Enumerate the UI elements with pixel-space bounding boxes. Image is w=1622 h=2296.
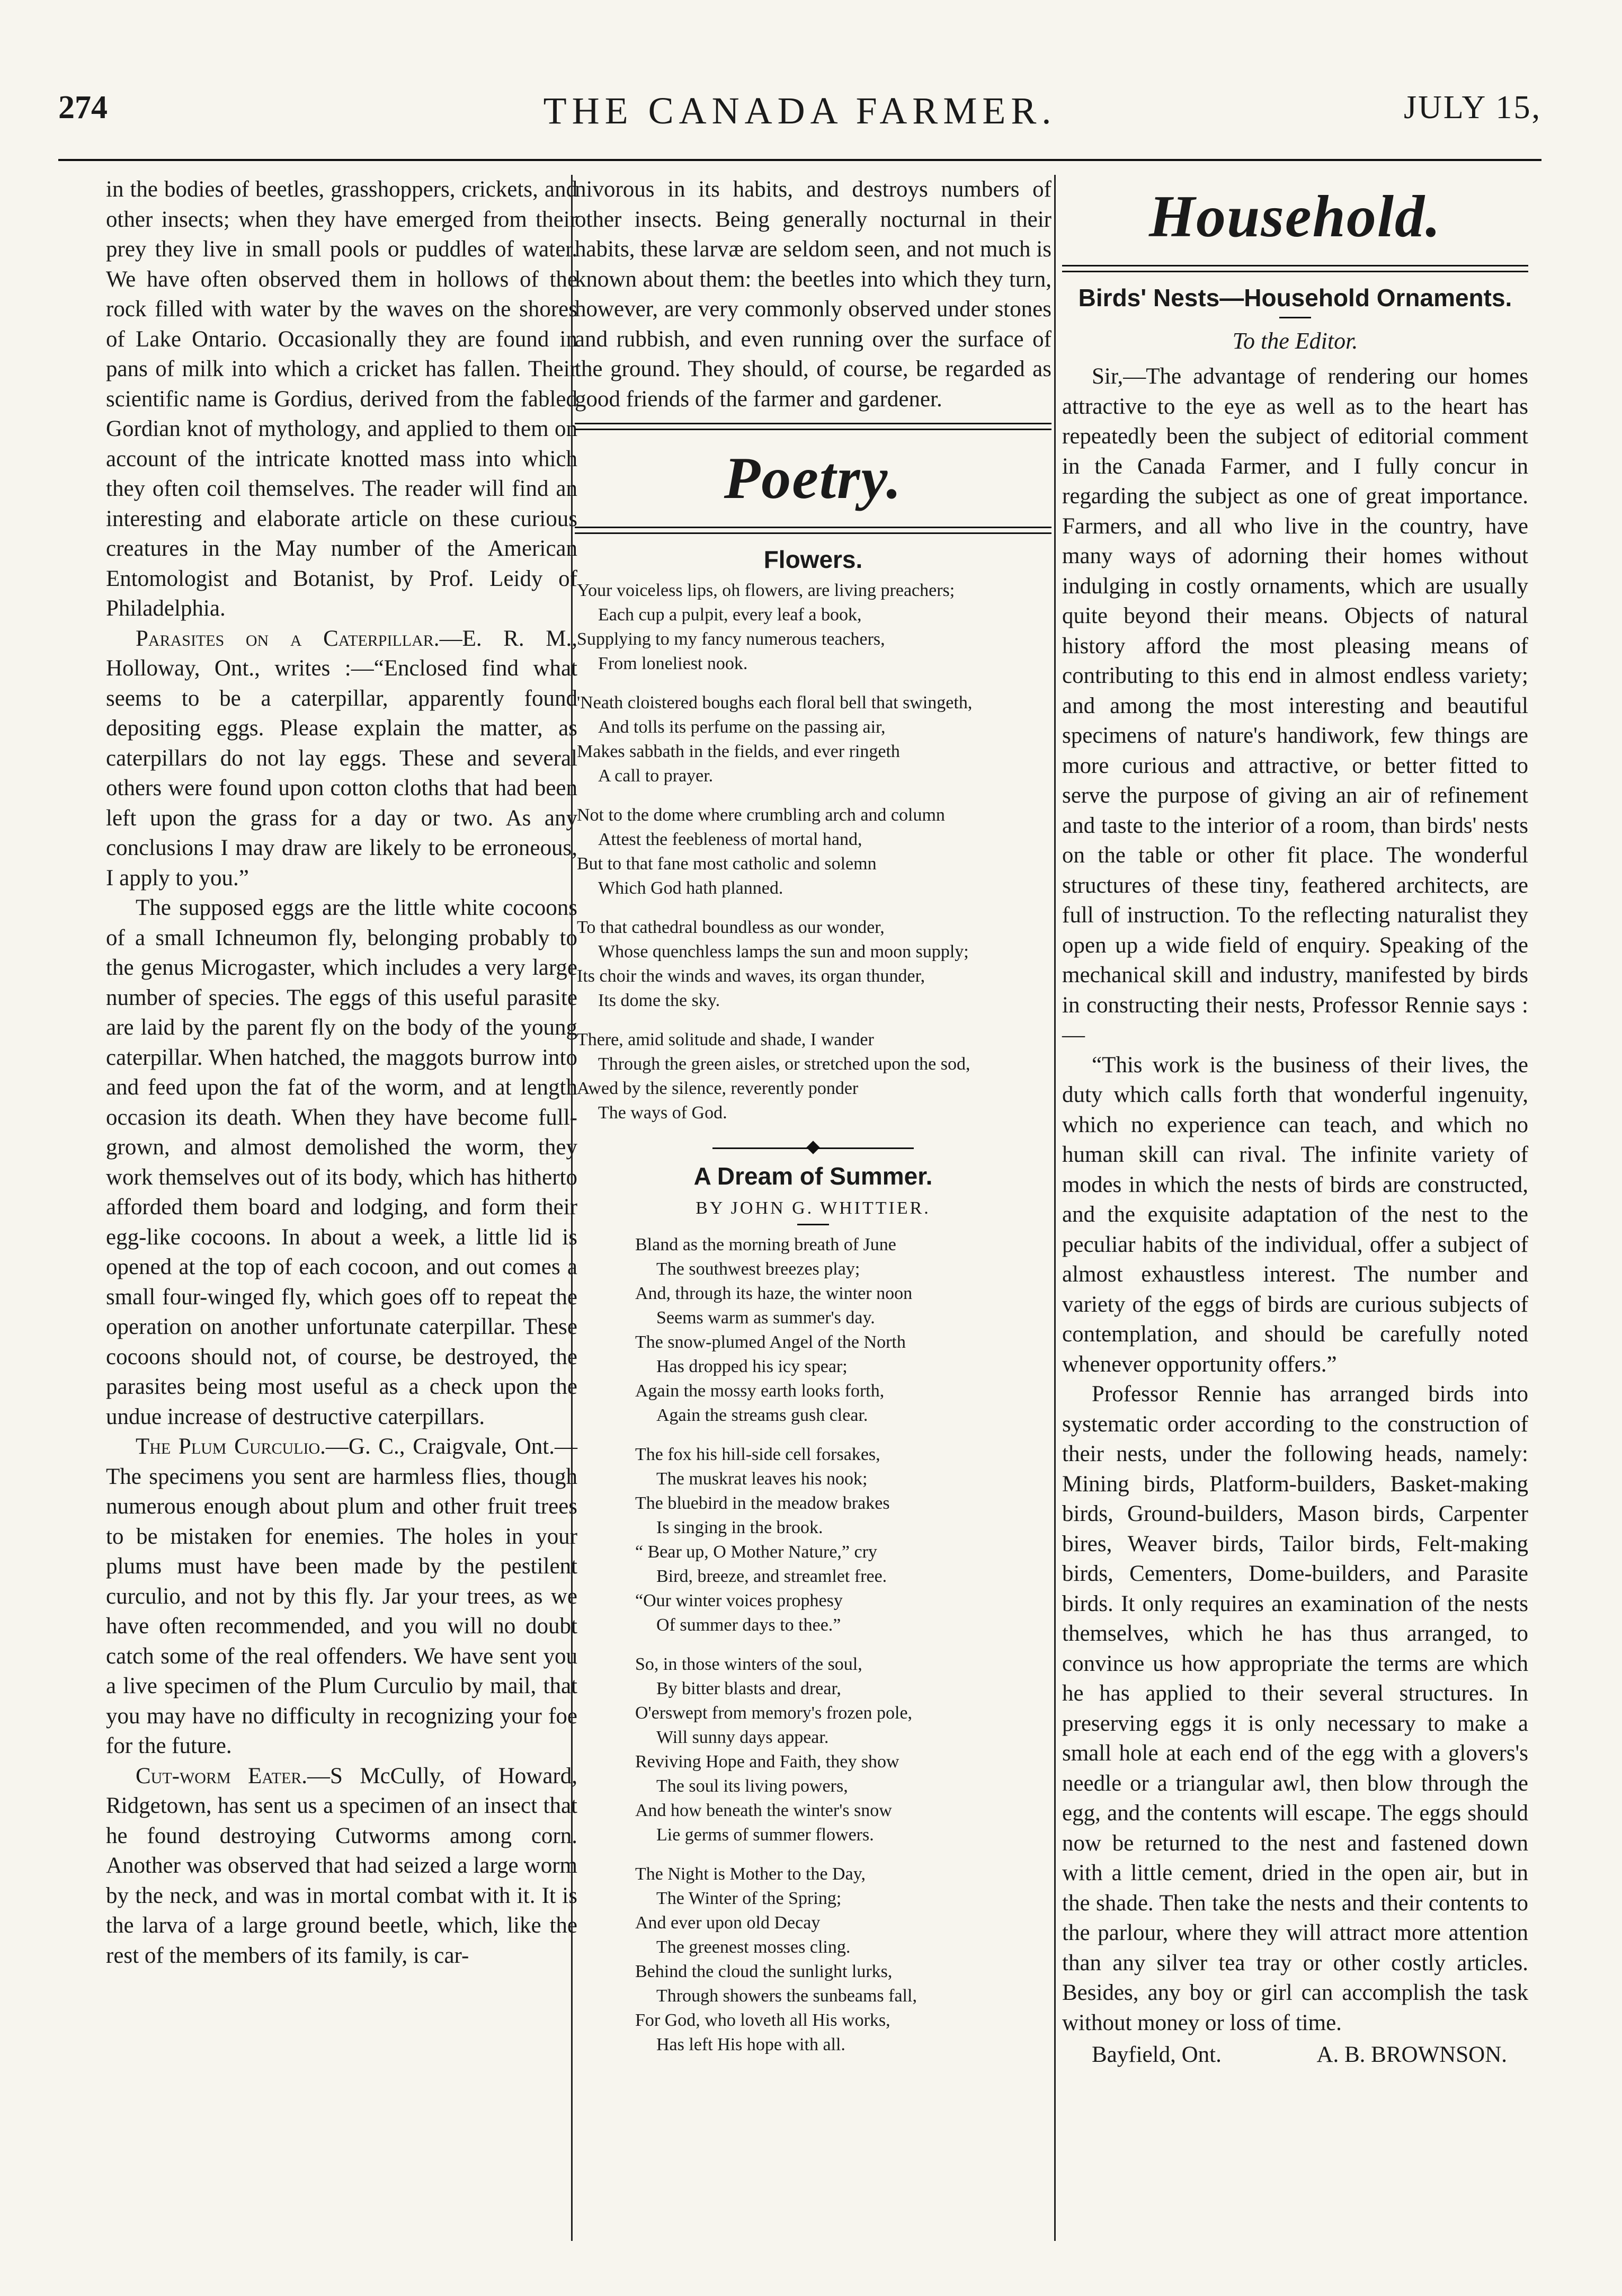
poem-line: Through the green aisles, or stretched upon the sod,	[598, 1054, 970, 1074]
poem-line: To that cathedral boundless as our wonder,	[577, 918, 885, 937]
ornamental-rule	[575, 1140, 1051, 1156]
poem-line: Has dropped his icy spear;	[656, 1357, 848, 1376]
poem-line: Your voiceless lips, oh flowers, are living preachers;	[577, 581, 955, 600]
poem-line: Which God hath planned.	[598, 878, 783, 898]
poem-line: The snow-plumed Angel of the North	[635, 1332, 906, 1352]
salutation: To the Editor.	[1232, 328, 1358, 354]
poem-line: Will sunny days appear.	[656, 1728, 829, 1747]
poem-stanza	[633, 1443, 1051, 1638]
article-title: Birds' Nests—Household Ornaments.	[1078, 284, 1512, 312]
poem-stanza	[575, 1028, 1051, 1125]
poem-line: The Winter of the Spring;	[656, 1889, 842, 1908]
paragraph-body: —E. R. M., Holloway, Ont., writes :—“Enclosed find what seems to be a caterpillar, apparently found depositing eggs. Please explain the matter, as caterpillars do not lay eggs. These and several others were found upon cotton cloths that had been left upon the grass for a day or two. As any conclusions I may draw are likely to be erroneous, I apply to you.”	[106, 626, 577, 891]
poem-line: Is singing in the brook.	[656, 1518, 823, 1537]
poem-line: Not to the dome where crumbling arch and column	[577, 805, 945, 825]
signature-name: A. B. BROWNSON.	[1316, 2042, 1507, 2067]
poem-stanza	[633, 1862, 1051, 2057]
short-rule	[1279, 317, 1311, 318]
poem-line: 'Neath cloistered boughs each floral bell that swingeth,	[577, 693, 973, 713]
section-rule	[1062, 265, 1528, 272]
poem-line: The greenest mosses cling.	[656, 1937, 851, 1957]
poem-line: The Night is Mother to the Day,	[635, 1864, 866, 1884]
quotation: “This work is the business of their lives, the duty which calls forth that wonderful ingenuity, which no experience can teach, and which no human skill can rival. The infinite variety of modes in which the nests of birds are constructed, and the exquisite adaptation of the nest to the peculiar habits of the individual, offer a subject of almost exhaustless interest. The number and variety of the eggs of birds are curious subjects of contemplation, and should be carefully noted whenever opportunity offers.”	[1062, 1052, 1528, 1377]
poem-line: Behind the cloud the sunlight lurks,	[635, 1962, 893, 1981]
poem-line: Bland as the morning breath of June	[635, 1235, 896, 1254]
poem-line: And how beneath the winter's snow	[635, 1801, 892, 1820]
poem-line: Makes sabbath in the fields, and ever ringeth	[577, 742, 900, 761]
paragraph: nivorous in its habits, and destroys numbers of other insects. Being generally nocturnal in their habits, these larvæ are seldom seen, and not much is known about them: the beetles into which they turn, however, are very commonly observed under stones and rubbish, and even running over the surface of the ground. They should, of course, be regarded as good friends of the farmer and gardener.	[575, 177, 1051, 412]
masthead	[58, 89, 1541, 147]
poem-line: The southwest breezes play;	[656, 1259, 860, 1279]
section-rule	[575, 527, 1051, 534]
poem-line: From loneliest nook.	[598, 654, 748, 673]
issue-date: JULY 15,	[1403, 90, 1541, 126]
poem-line: The fox his hill-side cell forsakes,	[635, 1445, 880, 1464]
column-1	[106, 175, 577, 1971]
poem-line: “ Bear up, O Mother Nature,” cry	[635, 1542, 877, 1562]
poem-line: Through showers the sunbeams fall,	[656, 1986, 917, 2006]
poem-line: Supplying to my fancy numerous teachers,	[577, 629, 885, 649]
column-2	[575, 175, 1051, 2072]
run-in-heading: Cut-worm Eater.	[136, 1763, 308, 1788]
paragraph	[106, 624, 577, 894]
poem-line: Whose quenchless lamps the sun and moon supply;	[598, 942, 969, 962]
poem-line: Bird, breeze, and streamlet free.	[656, 1567, 887, 1586]
poem-line: Again the mossy earth looks forth,	[635, 1381, 885, 1401]
paragraph	[106, 1432, 577, 1761]
column-divider	[1054, 175, 1056, 2241]
poem-line: So, in those winters of the soul,	[635, 1654, 862, 1674]
poem-line: For God, who loveth all His works,	[635, 2010, 890, 2030]
poem-line: Awed by the silence, reverently ponder	[577, 1079, 859, 1098]
poem-line: Reviving Hope and Faith, they show	[635, 1752, 899, 1772]
poem-line: The ways of God.	[598, 1103, 727, 1123]
run-in-heading: The Plum Curculio.	[136, 1434, 326, 1459]
signature	[1062, 2040, 1528, 2070]
poem-line: The bluebird in the meadow brakes	[635, 1493, 890, 1513]
poem-line: Attest the feebleness of mortal hand,	[598, 830, 862, 849]
poem-stanza	[575, 691, 1051, 788]
poem-line: Each cup a pulpit, every leaf a book,	[598, 605, 862, 625]
poem-line: The muskrat leaves his nook;	[656, 1469, 868, 1489]
paragraph: Professor Rennie has arranged birds into systematic order according to the construction of their nests, under the following heads, namely: Mining birds, Platform-builders, Basket-making birds, Ground-builders, Mason birds, Carpenter bires, Weaver birds, Tailor birds, Felt-making birds, Cementers, Dome-builders, and Parasite birds. It only requires an examination of the nests themselves, which he has thus arranged, to convince us how appropriate the terms are which he has applied to their several structures. In preserving eggs it is only necessary to make a small hole at each end of the egg with a glovers's needle or a triangular awl, then blow through the egg, and the contents will escape. The eggs should now be returned to the nest and fastened down with a little cement, dried in the open air, but in the shade. Then take the nests and their contents to the parlour, where they will attract more attention than any silver tea tray or other costly articles. Besides, any boy or girl can accomplish the task without money or loss of time.	[1062, 1382, 1528, 2035]
poem-line: Its choir the winds and waves, its organ thunder,	[577, 966, 925, 986]
masthead-rule	[58, 159, 1541, 161]
newspaper-title: THE CANADA FARMER.	[543, 90, 1057, 132]
run-in-heading: Parasites on a Caterpillar.	[136, 626, 440, 651]
paragraph	[106, 1761, 577, 1971]
poem-line: A call to prayer.	[598, 766, 714, 786]
poem-line: Its dome the sky.	[598, 991, 720, 1010]
column-3	[1062, 175, 1528, 2070]
poem-line: Has left His hope with all.	[656, 2035, 845, 2054]
poem-line: Again the streams gush clear.	[656, 1405, 868, 1425]
poem-line: And ever upon old Decay	[635, 1913, 821, 1933]
poem-line: By bitter blasts and drear,	[656, 1679, 841, 1698]
paragraph-body: —G. C., Craigvale, Ont.—The specimens you sent are harmless flies, though numerous enough about plum and other fruit trees to be mistaken for enemies. The holes in your plums must have been made by the pestilent curculio, and not by this fly. Jar your trees, as we have often recommended, and you will no doubt catch some of the real offenders. We have sent you a live specimen of the Plum Curculio by mail, that you may have no difficulty in recognizing your foe for the future.	[106, 1434, 577, 1758]
poem-line: O'erswept from memory's frozen pole,	[635, 1703, 913, 1723]
poem-line: There, amid solitude and shade, I wander	[577, 1030, 874, 1049]
poem-line: Seems warm as summer's day.	[656, 1308, 875, 1328]
section-rule	[575, 423, 1051, 430]
poem-line: The soul its living powers,	[656, 1776, 848, 1796]
poem-line: And, through its haze, the winter noon	[635, 1284, 913, 1303]
poem-byline: BY JOHN G. WHITTIER.	[696, 1198, 931, 1218]
poem-line: And tolls its perfume on the passing air,	[598, 717, 886, 737]
poem-line: But to that fane most catholic and solemn	[577, 854, 877, 874]
poem-title: A Dream of Summer.	[693, 1162, 933, 1190]
poem-stanza	[633, 1652, 1051, 1847]
poem-stanza	[633, 1233, 1051, 1428]
short-rule	[797, 1224, 829, 1225]
paragraph: in the bodies of beetles, grasshoppers, crickets, and other insects; when they have emerged from their prey they live in small pools or puddles of water. We have often observed them in hollows of the rock filled with water by the waves on the shores of Lake Ontario. Occasionally they are found in pans of milk into which a cricket has fallen. Their scientific name is Gordius, derived from the fabled Gordian knot of mythology, and applied to them on account of the intricate knotted mass into which they often coil themselves. The reader will find an interesting and elaborate article on these curious creatures in the May number of the American Entomologist and Botanist, by Prof. Leidy of Philadelphia.	[106, 177, 577, 621]
paragraph: The supposed eggs are the little white cocoons of a small Ichneumon fly, belonging probably to the genus Microgaster, which includes a very large number of species. The eggs of this useful parasite are laid by the parent fly on the body of the young caterpillar. When hatched, the maggots burrow into and feed upon the fat of the worm, and at length occasion its death. When they have become full-grown, and almost demolished the worm, they work themselves out of its body, which has hitherto afforded them board and lodging, and form their egg-like cocoons. In about a week, a little lid is opened at the top of each cocoon, and out comes a small four-winged fly, which goes off to repeat the operation on another unfortunate caterpillar. These cocoons should not, of course, be destroyed, the parasites being most useful as a check upon the undue increase of destructive caterpillars.	[106, 895, 577, 1429]
poem-stanza	[575, 915, 1051, 1013]
poem-title: Flowers.	[763, 546, 863, 573]
poem-dream-of-summer	[575, 1233, 1051, 2057]
signature-place: Bayfield, Ont.	[1092, 2042, 1222, 2067]
section-title-poetry: Poetry.	[724, 446, 903, 511]
paragraph-body: —S McCully, of Howard, Ridgetown, has sent us a specimen of an insect that he found destroying Cutworms among corn. Another was observed that had seized a large worm by the neck, and was in mortal combat with it. It is the larva of a large ground beetle, which, like the rest of the members of its family, is car-	[106, 1763, 577, 1968]
poem-line: Lie germs of summer flowers.	[656, 1825, 874, 1845]
paragraph: Sir,—The advantage of rendering our homes attractive to the eye as well as to the heart has repeatedly been the subject of editorial comment in the Canada Farmer, and I fully concur in regarding the subject as one of great importance. Farmers, and all who live in the country, have many ways of adorning their homes without indulging in costly ornaments, which are usually quite beyond their means. Objects of natural history afford the most pleasing means of contributing to this end in almost endless variety; and among the most interesting and beautiful specimens of nature's handiwork, few things are more curious and attractive, or better fitted to serve the purpose of giving an air of refinement and taste to the interior of a room, than birds' nests on the table or other fit place. The wonderful structures of these tiny, feathered architects, are full of instruction. To the reflecting naturalist they open up a wide field of enquiry. Speaking of the mechanical skill and industry, manifested by birds in constructing their nests, Professor Rennie says :—	[1062, 364, 1528, 1047]
section-title-household: Household.	[1148, 184, 1442, 250]
poem-flowers	[575, 579, 1051, 1125]
poem-line: “Our winter voices prophesy	[635, 1591, 843, 1610]
poem-stanza	[575, 579, 1051, 676]
poem-stanza	[575, 803, 1051, 901]
page-number: 274	[58, 90, 108, 126]
poem-line: Of summer days to thee.”	[656, 1615, 841, 1635]
